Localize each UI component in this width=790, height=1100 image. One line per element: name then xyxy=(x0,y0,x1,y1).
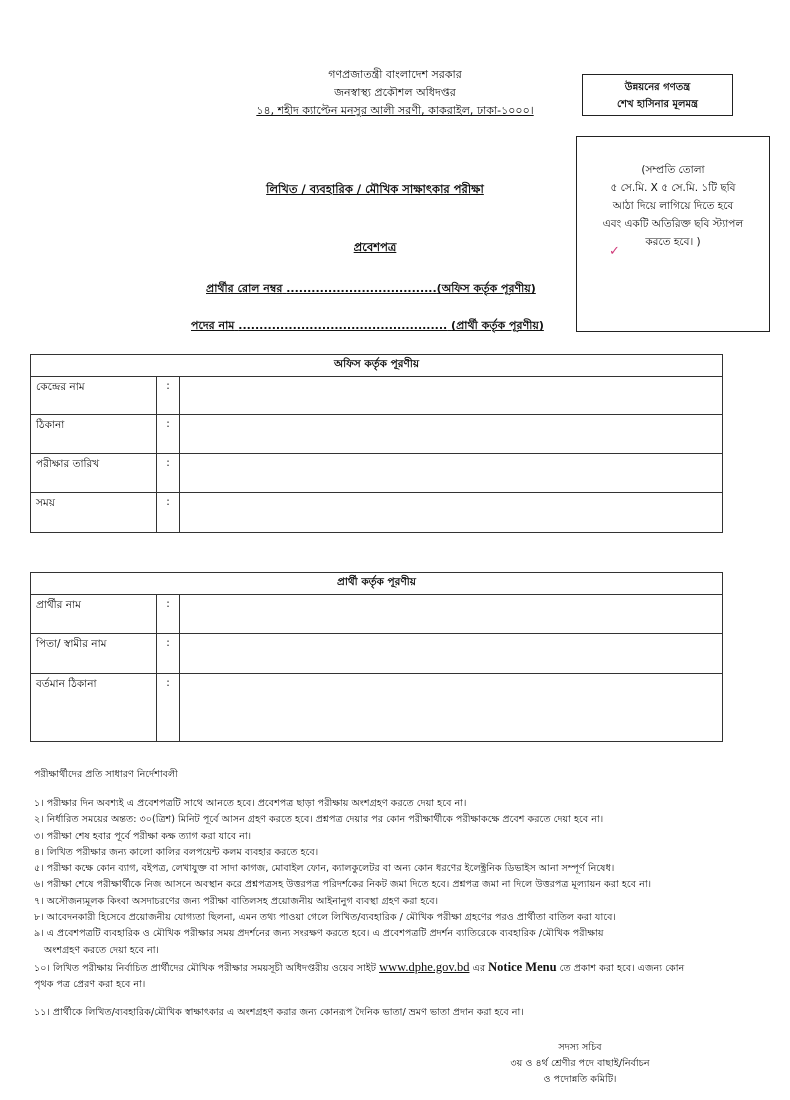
instruction-item: ৯। এ প্রবেশপত্রটি ব্যবহারিক ও মৌখিক পরীক্ষার সময় প্রদর্শনের জন্য সংরক্ষণ করতে হবে। এ প্রবেশপত্রটি প্রদর্শন ব্যাতিরেকে ব্যবহারিক /মৌখিক পরীক্ষায় xyxy=(34,928,604,940)
table-row xyxy=(31,377,723,415)
candidate-table-heading: প্রার্থী কর্তৃক পূরণীয় xyxy=(31,573,723,595)
instruction-item-10 xyxy=(34,959,754,977)
colon: : xyxy=(157,493,180,533)
post-name-label: পদের নাম xyxy=(191,319,235,332)
exam-title: লিখিত / ব্যবহারিক / মৌখিক সাক্ষাৎকার পরীক্ষা xyxy=(266,182,484,196)
colon: : xyxy=(157,377,180,415)
colon: : xyxy=(157,634,180,674)
table-row xyxy=(31,493,723,533)
instruction-item: ৭। অসৌজন্যমূলক কিংবা অসদাচরণের জন্য পরীক্ষা বাতিলসহ প্রয়োজনীয় আইনানুগ ব্যবস্থা গ্রহণ করা হবে। xyxy=(34,895,439,907)
father-husband-name-field[interactable] xyxy=(180,634,723,674)
photo-box[interactable] xyxy=(576,136,770,332)
instruction-item-continuation: অংশগ্রহণ করতে দেয়া হবে না। xyxy=(44,944,159,956)
candidate-name-field[interactable] xyxy=(180,595,723,634)
address-field[interactable] xyxy=(180,415,723,454)
committee-name: ৩য় ও ৪র্থ শ্রেণীর পদে বাছাই/নির্বাচন xyxy=(510,1058,650,1069)
instruction-item: ২। নির্ধারিত সময়ের অন্তত: ৩০(ত্রিশ) মিনিট পূর্বে আসন গ্রহণ করতে হবে। প্রশ্নপত্র দেয়ার পর কোন পরীক্ষার্থীকে পরীক্ষাকক্ষে প্রবেশ করতে দেয়া হবে না। xyxy=(34,814,604,826)
father-husband-name-label: পিতা/ স্বামীর নাম xyxy=(31,634,157,674)
notice-menu-text: Notice Menu xyxy=(488,959,557,974)
table-row xyxy=(31,415,723,454)
photo-instruction-3: আঠা দিয়ে লাগিয়ে দিতে হবে xyxy=(612,200,734,212)
office-address: ১৪, শহীদ ক্যাপ্টেন মনসুর আলী সরণী, কাকরাইল, ঢাকা-১০০০। xyxy=(256,104,534,117)
instruction-10-text: তে প্রকাশ করা হবে। এজন্য কোন xyxy=(559,962,685,974)
govt-name: গণপ্রজাতন্ত্রী বাংলাদেশ সরকার xyxy=(328,68,462,81)
present-address-label: বর্তমান ঠিকানা xyxy=(31,674,157,742)
table-row xyxy=(31,634,723,674)
instruction-item: ৮। আবেদনকারী হিসেবে প্রয়োজনীয় যোগ্যতা ছিলনা, এমন তথ্য পাওয়া গেলে লিখিত/ব্যবহারিক / মৌখিক পরীক্ষা গ্রহণের পরও প্রার্থীতা বাতিল করা যাবে। xyxy=(34,912,616,924)
instruction-item-11: ১১। প্রার্থীকে লিখিত/ব্যবহারিক/মৌখিক স্বাক্ষাৎকার এ অংশগ্রহণ করার জন্য কোনরূপ দৈনিক ভাতা/ ভ্রমণ ভাতা প্রদান করা হবে না। xyxy=(34,1007,524,1018)
office-table-heading: অফিস কর্তৃক পূরণীয় xyxy=(31,355,723,377)
center-name-label: কেন্দ্রের নাম xyxy=(31,377,157,415)
motto-line-1: উন্নয়নের গণতন্ত্র xyxy=(624,82,691,93)
post-name-line[interactable] xyxy=(191,317,544,336)
candidate-name-label: প্রার্থীর নাম xyxy=(31,595,157,634)
office-header xyxy=(220,66,570,120)
instruction-item-10-continuation: পৃথক পত্র প্রেরণ করা হবে না। xyxy=(34,979,146,991)
roll-number-line[interactable] xyxy=(206,280,536,299)
time-label: সময় xyxy=(31,493,157,533)
instruction-item: ১। পরীক্ষার দিন অবশ্যই এ প্রবেশপত্রটি সাথে আনতে হবে। প্রবেশপত্র ছাড়া পরীক্ষায় অংশগ্রহণ করতে দেয়া হবে না। xyxy=(34,798,467,809)
time-field[interactable] xyxy=(180,493,723,533)
instruction-item: ৩। পরীক্ষা শেষ হবার পূর্বে পরীক্ষা কক্ষ ত্যাগ করা যাবে না। xyxy=(34,830,252,842)
table-row xyxy=(31,674,723,742)
colon: : xyxy=(157,454,180,493)
address-label: ঠিকানা xyxy=(31,415,157,454)
admit-card-title: প্রবেশপত্র xyxy=(353,240,397,254)
present-address-field[interactable] xyxy=(180,674,723,742)
post-name-field[interactable]: .................................................. xyxy=(238,319,448,332)
roll-number-note: (অফিস কর্তৃক পূরণীয়) xyxy=(436,282,536,295)
office-fill-table xyxy=(30,354,723,533)
table-row xyxy=(31,454,723,493)
exam-date-field[interactable] xyxy=(180,454,723,493)
dphe-website-link[interactable]: www.dphe.gov.bd xyxy=(379,959,470,974)
roll-number-label: প্রার্থীর রোল নম্বর xyxy=(206,282,283,295)
photo-instruction-2: ৫ সে.মি. X ৫ সে.মি. ১টি ছবি xyxy=(610,182,736,194)
signature-block xyxy=(450,1040,710,1088)
colon: : xyxy=(157,415,180,454)
center-name-field[interactable] xyxy=(180,377,723,415)
instructions-list xyxy=(34,796,754,994)
instruction-item: ৬। পরীক্ষা শেষে পরীক্ষার্থীকে নিজ আসনে অবস্থান করে প্রশ্নপত্রসহ উত্তরপত্র পরিদর্শকের নিকট জমা দিতে হবে। প্রশ্নপত্র জমা না দিলে উত্তরপত্র মূল্যায়ন করা হবে না। xyxy=(34,879,652,891)
photo-instruction-4: এবং একটি অতিরিক্ত ছবি স্ট্যাপল xyxy=(602,218,744,230)
colon: : xyxy=(157,595,180,634)
instruction-10-text: এর xyxy=(472,962,486,974)
department-name: জনস্বাস্থ্য প্রকৌশল অধিদপ্তর xyxy=(334,86,456,99)
committee-name-cont: ও পদোন্নতি কমিটি। xyxy=(543,1074,617,1085)
roll-number-field[interactable]: .................................... xyxy=(286,282,437,295)
table-row xyxy=(31,595,723,634)
pen-tick-mark-icon: ✓ xyxy=(609,244,620,259)
instructions-heading: পরীক্ষার্থীদের প্রতি সাধারণ নির্দেশাবলী xyxy=(34,769,178,780)
motto-box xyxy=(582,74,733,116)
motto-line-2: শেখ হাসিনার মূলমন্ত্র xyxy=(617,99,698,110)
signatory-title: সদস্য সচিব xyxy=(558,1042,602,1053)
colon: : xyxy=(157,674,180,742)
instruction-item: ৫। পরীক্ষা কক্ষে কোন ব্যাগ, বইপত্র, লেখাযুক্ত বা সাদা কাগজ, মোবাইল ফোন, ক্যালকুলেটর বা অন্য কোন ধরণের ইলেক্ট্রনিক ডিভাইস আনা সম্পূর্ণ নিষেধ। xyxy=(34,863,615,875)
instruction-10-text: ১০। লিখিত পরীক্ষায় নির্বাচিত প্রার্থীদের মৌখিক পরীক্ষার সময়সূচী অধিদপ্তরীয় ওয়েব সাইট xyxy=(34,962,376,974)
instruction-item: ৪। লিখিত পরীক্ষার জন্য কালো কালির বলপয়েন্ট কলম ব্যবহার করতে হবে। xyxy=(34,846,319,858)
photo-instruction-5: করতে হবে। ) xyxy=(645,236,701,248)
photo-instruction-1: (সম্প্রতি তোলা xyxy=(641,164,705,176)
post-name-note: (প্রার্থী কর্তৃক পূরণীয়) xyxy=(451,319,544,332)
candidate-fill-table xyxy=(30,572,723,742)
exam-date-label: পরীক্ষার তারিখ xyxy=(31,454,157,493)
